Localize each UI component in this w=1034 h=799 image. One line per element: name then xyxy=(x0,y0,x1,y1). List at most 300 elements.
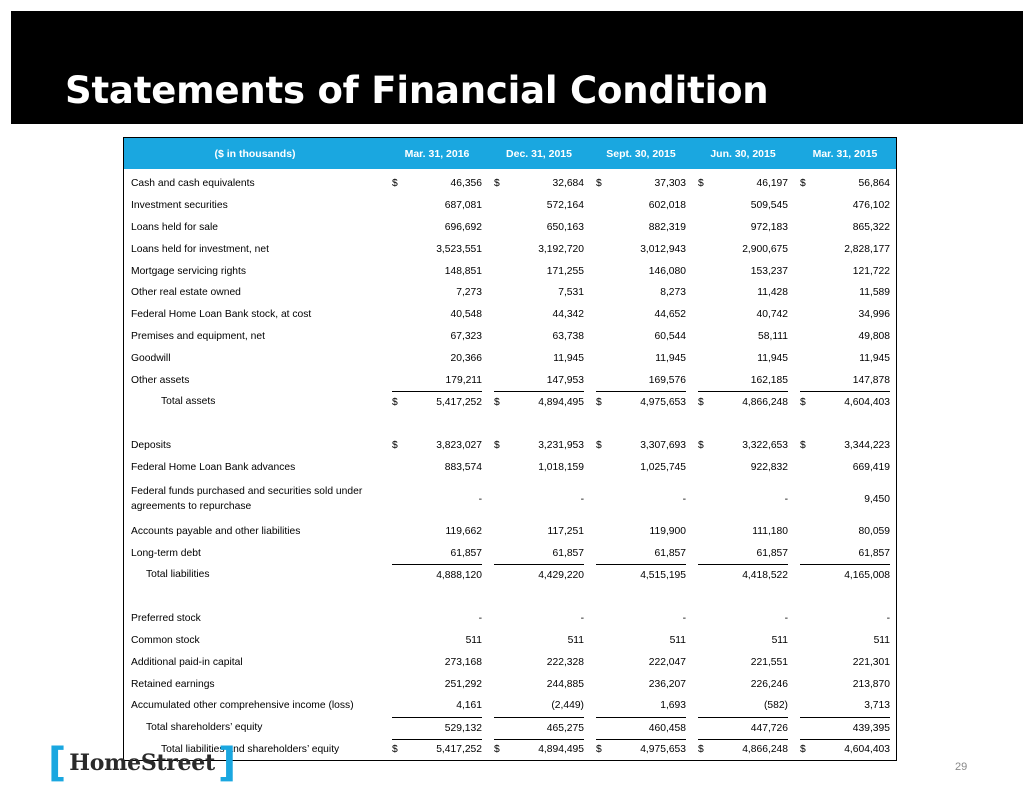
table-row xyxy=(124,217,896,239)
row-value-cell xyxy=(386,695,488,717)
row-value-cell xyxy=(692,630,794,652)
row-value: 476,102 xyxy=(852,200,890,212)
row-value-cell xyxy=(386,608,488,630)
row-value: 119,662 xyxy=(445,525,482,537)
currency-symbol: $ xyxy=(698,178,704,190)
table-row xyxy=(124,238,896,260)
row-value: 147,878 xyxy=(852,374,890,386)
row-value: 4,866,248 xyxy=(742,396,788,408)
spacer-row xyxy=(124,586,896,608)
title-bar xyxy=(11,11,1023,124)
row-value-cell xyxy=(386,304,488,326)
financial-condition-table xyxy=(123,137,897,761)
row-label: Accounts payable and other liabilities xyxy=(131,525,301,537)
row-value: 4,975,653 xyxy=(640,396,686,408)
row-value-cell xyxy=(590,673,692,695)
row-value: 44,652 xyxy=(654,309,686,321)
row-value-cell xyxy=(590,564,692,586)
row-value: 213,870 xyxy=(852,678,890,690)
row-value: - xyxy=(580,613,584,625)
row-value: - xyxy=(886,613,890,625)
row-value: 11,945 xyxy=(757,352,788,364)
row-value: 46,356 xyxy=(450,178,482,190)
row-value-cell xyxy=(692,435,794,457)
row-value-cell xyxy=(692,347,794,369)
row-value-cell xyxy=(794,564,896,586)
row-label: Preferred stock xyxy=(131,613,201,625)
row-label: Goodwill xyxy=(131,352,171,364)
row-value: 7,273 xyxy=(456,287,482,299)
column-header-period: Dec. 31, 2015 xyxy=(488,138,590,169)
row-value: 20,366 xyxy=(450,352,482,364)
table-row xyxy=(124,608,896,630)
row-value: 236,207 xyxy=(648,678,686,690)
row-value-cell xyxy=(488,282,590,304)
row-value: 3,192,720 xyxy=(538,243,584,255)
row-value-cell xyxy=(488,739,590,761)
row-value-cell xyxy=(590,282,692,304)
row-value-cell xyxy=(488,542,590,564)
row-value-cell xyxy=(488,195,590,217)
table-row xyxy=(124,717,896,739)
row-value: 222,047 xyxy=(648,656,686,668)
row-value: 2,900,675 xyxy=(742,243,788,255)
row-label: Premises and equipment, net xyxy=(131,330,265,342)
row-value: 169,576 xyxy=(648,374,686,386)
row-value: 5,417,252 xyxy=(436,744,482,756)
row-value-cell xyxy=(590,478,692,520)
row-value-cell xyxy=(794,391,896,413)
row-value-cell xyxy=(488,608,590,630)
table-row xyxy=(124,630,896,652)
table-row xyxy=(124,326,896,348)
row-label: Common stock xyxy=(131,634,200,646)
column-header-period: Jun. 30, 2015 xyxy=(692,138,794,169)
row-value: 3,823,027 xyxy=(436,440,482,452)
table-row xyxy=(124,304,896,326)
row-value-cell xyxy=(692,169,794,195)
row-label: Loans held for sale xyxy=(131,221,219,233)
row-value: 465,275 xyxy=(546,722,584,734)
row-label: Loans held for investment, net xyxy=(131,243,269,255)
row-value-cell xyxy=(386,260,488,282)
row-value-cell xyxy=(386,369,488,391)
row-label: Other real estate owned xyxy=(131,287,241,299)
row-value: (2,449) xyxy=(551,700,584,712)
row-value-cell xyxy=(386,478,488,520)
row-value-cell xyxy=(794,520,896,542)
row-value-cell xyxy=(590,608,692,630)
row-value: 2,828,177 xyxy=(844,243,890,255)
row-value-cell xyxy=(590,347,692,369)
row-value: 650,163 xyxy=(546,221,584,233)
row-value-cell xyxy=(590,195,692,217)
row-value: 4,604,403 xyxy=(844,396,890,408)
row-value-cell xyxy=(794,217,896,239)
row-value-cell xyxy=(692,695,794,717)
table-row xyxy=(124,195,896,217)
row-value-cell xyxy=(692,739,794,761)
row-value-cell xyxy=(692,238,794,260)
table-row xyxy=(124,347,896,369)
currency-symbol: $ xyxy=(494,744,500,756)
row-value-cell xyxy=(590,369,692,391)
row-value: 63,738 xyxy=(552,330,584,342)
currency-symbol: $ xyxy=(800,178,806,190)
column-header-period: Mar. 31, 2015 xyxy=(794,138,896,169)
row-value: 5,417,252 xyxy=(436,396,482,408)
row-value: 11,428 xyxy=(757,287,788,299)
row-value: 148,851 xyxy=(444,265,482,277)
row-label: Accumulated other comprehensive income (loss) xyxy=(131,700,354,712)
row-value: 119,900 xyxy=(649,525,686,537)
table-row xyxy=(124,651,896,673)
row-value: 3,307,693 xyxy=(640,440,686,452)
row-value-cell xyxy=(590,238,692,260)
row-value-cell xyxy=(794,304,896,326)
row-value: - xyxy=(682,493,686,505)
currency-symbol: $ xyxy=(494,178,500,190)
row-value: 4,894,495 xyxy=(538,744,584,756)
row-value-cell xyxy=(386,542,488,564)
table-row xyxy=(124,739,896,761)
currency-symbol: $ xyxy=(800,396,806,408)
currency-symbol: $ xyxy=(494,396,500,408)
table-row xyxy=(124,695,896,717)
row-value: 146,080 xyxy=(648,265,686,277)
row-value: 11,589 xyxy=(859,287,890,299)
currency-symbol: $ xyxy=(698,440,704,452)
row-value: 61,857 xyxy=(858,547,890,559)
row-label: Total assets xyxy=(161,396,216,408)
row-label: Federal Home Loan Bank stock, at cost xyxy=(131,309,312,321)
table-row xyxy=(124,457,896,479)
row-value-cell xyxy=(692,478,794,520)
currency-symbol: $ xyxy=(596,744,602,756)
row-label: Deposits xyxy=(131,440,172,452)
table-row xyxy=(124,435,896,457)
logo-bracket-left: [ xyxy=(48,740,67,786)
row-value-cell xyxy=(794,260,896,282)
slide-title: Statements of Financial Condition xyxy=(65,69,769,112)
row-value-cell xyxy=(692,195,794,217)
currency-symbol: $ xyxy=(800,440,806,452)
row-value: 511 xyxy=(771,634,788,646)
row-value-cell xyxy=(488,326,590,348)
row-value: 4,866,248 xyxy=(742,744,788,756)
row-value-cell xyxy=(692,457,794,479)
row-value: 162,185 xyxy=(750,374,788,386)
row-value: 4,604,403 xyxy=(844,744,890,756)
currency-symbol: $ xyxy=(392,396,398,408)
row-value-cell xyxy=(386,651,488,673)
row-value-cell xyxy=(590,695,692,717)
row-value-cell xyxy=(488,651,590,673)
row-value: 147,953 xyxy=(546,374,584,386)
table-row xyxy=(124,282,896,304)
row-value: 669,419 xyxy=(852,461,890,473)
row-value-cell xyxy=(488,391,590,413)
row-value: - xyxy=(682,613,686,625)
row-value-cell xyxy=(488,169,590,195)
row-value-cell xyxy=(794,739,896,761)
row-value: - xyxy=(478,613,482,625)
row-value: 11,945 xyxy=(859,352,890,364)
row-value: 447,726 xyxy=(750,722,788,734)
row-label: Federal Home Loan Bank advances xyxy=(131,461,296,473)
row-value: 40,548 xyxy=(450,309,482,321)
row-value-cell xyxy=(386,391,488,413)
row-value-cell xyxy=(794,542,896,564)
row-value: 4,888,120 xyxy=(436,569,482,581)
table-row xyxy=(124,369,896,391)
row-value: 37,303 xyxy=(654,178,686,190)
currency-symbol: $ xyxy=(596,178,602,190)
row-value-cell xyxy=(386,217,488,239)
row-value: 221,301 xyxy=(852,656,890,668)
homestreet-logo xyxy=(48,740,237,786)
row-value: 3,713 xyxy=(864,700,890,712)
row-label: Additional paid-in capital xyxy=(131,656,243,668)
row-label: Total shareholders’ equity xyxy=(146,722,263,734)
row-value-cell xyxy=(590,739,692,761)
row-value: 3,231,953 xyxy=(538,440,584,452)
row-value-cell xyxy=(488,435,590,457)
row-value-cell xyxy=(488,457,590,479)
row-value: 80,059 xyxy=(858,525,890,537)
row-value-cell xyxy=(488,304,590,326)
row-value: 11,945 xyxy=(655,352,686,364)
row-value: 3,344,223 xyxy=(844,440,890,452)
row-value-cell xyxy=(794,347,896,369)
table-row xyxy=(124,673,896,695)
row-value: 4,515,195 xyxy=(640,569,686,581)
row-value: 153,237 xyxy=(750,265,788,277)
currency-symbol: $ xyxy=(392,178,398,190)
currency-symbol: $ xyxy=(494,440,500,452)
row-value-cell xyxy=(692,304,794,326)
row-value: 1,025,745 xyxy=(640,461,686,473)
row-value-cell xyxy=(794,326,896,348)
row-value-cell xyxy=(590,217,692,239)
row-value: 696,692 xyxy=(444,221,482,233)
row-value-cell xyxy=(794,478,896,520)
row-value: 922,832 xyxy=(750,461,788,473)
row-label: Retained earnings xyxy=(131,678,215,690)
table-row xyxy=(124,564,896,586)
logo-text: HomeStreet xyxy=(69,750,215,776)
row-label: Total liabilities xyxy=(146,569,210,581)
row-value-cell xyxy=(692,651,794,673)
row-value: 1,018,159 xyxy=(538,461,584,473)
row-value-cell xyxy=(488,564,590,586)
column-header-units: ($ in thousands) xyxy=(124,138,386,169)
row-value-cell xyxy=(692,717,794,739)
row-value: 61,857 xyxy=(654,547,686,559)
row-value: 511 xyxy=(567,634,584,646)
row-value: 4,429,220 xyxy=(538,569,584,581)
page-number: 29 xyxy=(955,761,968,773)
row-value-cell xyxy=(590,391,692,413)
row-value-cell xyxy=(692,282,794,304)
row-value-cell xyxy=(590,457,692,479)
row-label: Total liabilities and shareholders’ equity xyxy=(161,743,340,755)
row-value-cell xyxy=(590,542,692,564)
row-value-cell xyxy=(692,260,794,282)
row-value: 244,885 xyxy=(546,678,584,690)
row-value: 61,857 xyxy=(552,547,584,559)
row-value: 49,808 xyxy=(858,330,890,342)
row-label: Mortgage servicing rights xyxy=(131,265,247,277)
row-value-cell xyxy=(794,630,896,652)
row-value: 509,545 xyxy=(750,200,788,212)
row-value: 117,251 xyxy=(547,525,584,537)
row-value-cell xyxy=(488,520,590,542)
row-value-cell xyxy=(794,195,896,217)
row-value: 222,328 xyxy=(546,656,584,668)
row-value-cell xyxy=(386,169,488,195)
row-value-cell xyxy=(794,169,896,195)
row-value-cell xyxy=(488,347,590,369)
row-value: 67,323 xyxy=(450,330,482,342)
row-value-cell xyxy=(692,520,794,542)
row-value-cell xyxy=(590,435,692,457)
row-value: 221,551 xyxy=(750,656,788,668)
row-value: 11,945 xyxy=(553,352,584,364)
row-value-cell xyxy=(488,369,590,391)
table-row xyxy=(124,260,896,282)
row-value: 4,894,495 xyxy=(538,396,584,408)
row-value-cell xyxy=(794,457,896,479)
row-value-cell xyxy=(386,435,488,457)
spacer-row xyxy=(124,413,896,435)
row-value: 883,574 xyxy=(444,461,482,473)
row-value-cell xyxy=(386,717,488,739)
row-value-cell xyxy=(386,282,488,304)
row-value: 171,255 xyxy=(546,265,584,277)
row-value: 273,168 xyxy=(444,656,482,668)
row-value-cell xyxy=(386,630,488,652)
row-value-cell xyxy=(590,260,692,282)
row-value: 511 xyxy=(465,634,482,646)
row-value: 56,864 xyxy=(858,178,890,190)
row-label: Investment securities xyxy=(131,200,228,212)
table-row xyxy=(124,391,896,413)
row-value: 572,164 xyxy=(546,200,584,212)
row-value-cell xyxy=(692,391,794,413)
row-value: 687,081 xyxy=(444,200,482,212)
row-value: 1,693 xyxy=(660,700,686,712)
row-value-cell xyxy=(386,326,488,348)
currency-symbol: $ xyxy=(392,440,398,452)
currency-symbol: $ xyxy=(596,440,602,452)
row-label: Cash and cash equivalents xyxy=(131,178,255,190)
row-value-cell xyxy=(386,347,488,369)
row-value-cell xyxy=(488,260,590,282)
row-value: 865,322 xyxy=(852,221,890,233)
row-label: Long-term debt xyxy=(131,547,201,559)
row-value-cell xyxy=(692,673,794,695)
row-value-cell xyxy=(386,739,488,761)
row-value: - xyxy=(784,493,788,505)
row-value: 46,197 xyxy=(756,178,788,190)
row-value: 179,211 xyxy=(445,374,482,386)
row-value: 60,544 xyxy=(654,330,686,342)
row-value: 602,018 xyxy=(648,200,686,212)
row-value: 61,857 xyxy=(450,547,482,559)
row-value-cell xyxy=(488,717,590,739)
row-value-cell xyxy=(590,304,692,326)
row-label: Other assets xyxy=(131,374,190,386)
row-value: 4,161 xyxy=(456,700,482,712)
row-value: 121,722 xyxy=(852,265,890,277)
row-value: 61,857 xyxy=(756,547,788,559)
row-value-cell xyxy=(692,369,794,391)
currency-symbol: $ xyxy=(698,396,704,408)
table-row xyxy=(124,520,896,542)
row-value-cell xyxy=(692,542,794,564)
row-value-cell xyxy=(590,717,692,739)
row-value-cell xyxy=(794,282,896,304)
row-value-cell xyxy=(386,457,488,479)
column-header-period: Sept. 30, 2015 xyxy=(590,138,692,169)
row-value: 511 xyxy=(873,634,890,646)
row-value: 40,742 xyxy=(756,309,788,321)
row-value-cell xyxy=(794,651,896,673)
row-value: 251,292 xyxy=(444,678,482,690)
row-label: Federal funds purchased and securities sold under agreements to repurchase xyxy=(131,486,363,513)
row-value-cell xyxy=(590,169,692,195)
table-row xyxy=(124,542,896,564)
row-value-cell xyxy=(794,238,896,260)
row-value-cell xyxy=(794,369,896,391)
row-value: 44,342 xyxy=(552,309,584,321)
row-value-cell xyxy=(692,564,794,586)
row-value: 3,322,653 xyxy=(742,440,788,452)
currency-symbol: $ xyxy=(392,744,398,756)
row-value: 3,523,551 xyxy=(436,243,482,255)
row-value: 460,458 xyxy=(648,722,686,734)
row-value: 511 xyxy=(669,634,686,646)
row-value-cell xyxy=(590,326,692,348)
row-value: 34,996 xyxy=(858,309,890,321)
row-value: 4,975,653 xyxy=(640,744,686,756)
row-value: 882,319 xyxy=(648,221,686,233)
row-value: 4,165,008 xyxy=(844,569,890,581)
row-value: (582) xyxy=(763,700,788,712)
currency-symbol: $ xyxy=(800,744,806,756)
logo-bracket-right: ] xyxy=(217,740,237,786)
row-value: 9,450 xyxy=(864,493,890,505)
table-row xyxy=(124,169,896,195)
table-row xyxy=(124,478,896,520)
row-value-cell xyxy=(488,478,590,520)
row-value: 111,180 xyxy=(752,525,788,537)
row-value-cell xyxy=(692,217,794,239)
row-value-cell xyxy=(692,326,794,348)
row-value-cell xyxy=(590,651,692,673)
row-value-cell xyxy=(590,630,692,652)
row-value: 58,111 xyxy=(758,330,788,342)
currency-symbol: $ xyxy=(698,744,704,756)
row-value: 4,418,522 xyxy=(742,569,788,581)
row-value-cell xyxy=(386,238,488,260)
row-value: 8,273 xyxy=(660,287,686,299)
row-value: 3,012,943 xyxy=(640,243,686,255)
row-value: 439,395 xyxy=(852,722,890,734)
table-header-row xyxy=(124,138,896,169)
row-value-cell xyxy=(488,695,590,717)
